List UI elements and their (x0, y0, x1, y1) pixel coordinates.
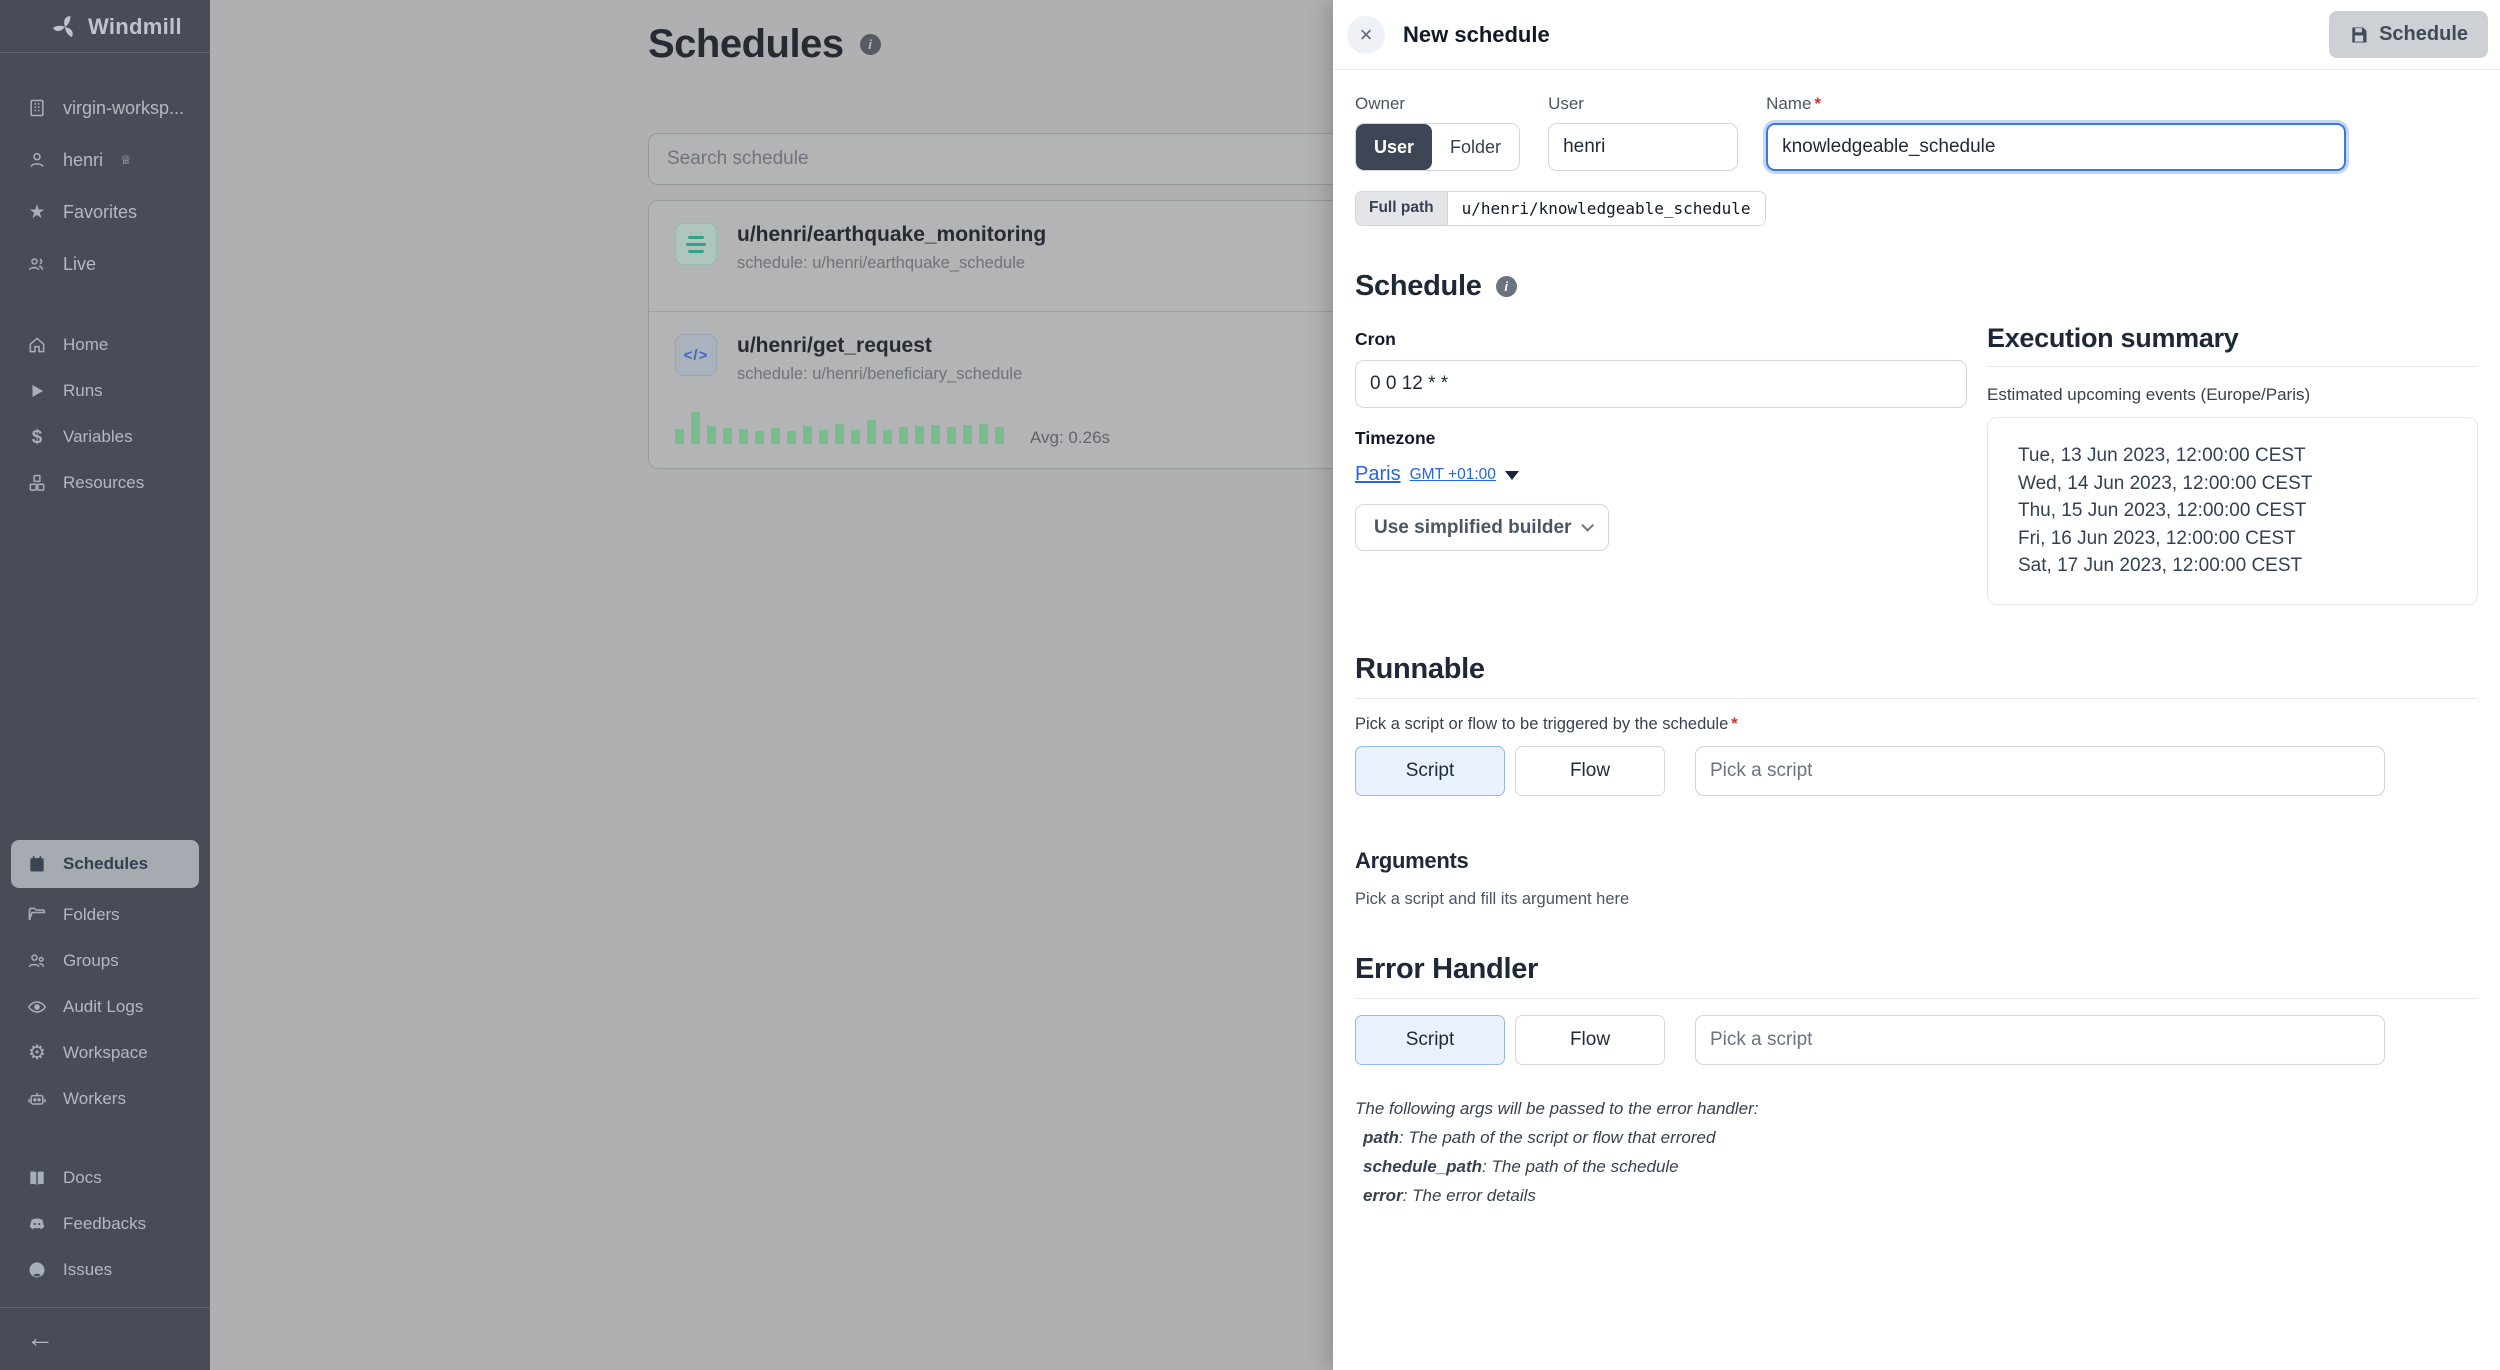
error-handler-heading: Error Handler (1355, 952, 1539, 985)
sidebar-item-workspace[interactable] (0, 1030, 210, 1076)
run-bar (803, 426, 812, 444)
runs-chart (675, 410, 1004, 444)
timezone-offset: GMT +01:00 (1409, 465, 1496, 483)
user-field (1548, 94, 1738, 171)
divider (1355, 998, 2478, 999)
dollar-icon: $ (31, 426, 43, 448)
info-icon[interactable]: i (860, 34, 881, 55)
close-icon[interactable]: × (1347, 16, 1385, 54)
owner-folder-option[interactable]: Folder (1432, 124, 1519, 170)
sidebar-item-workspace-switcher[interactable] (0, 82, 210, 134)
app-name: Windmill (88, 14, 182, 39)
arguments-heading: Arguments (1355, 847, 1469, 873)
floppy-icon (2349, 25, 2369, 45)
collapse-sidebar-button[interactable]: ← (26, 1322, 54, 1353)
schedule-section-heading: Schedule i (1355, 270, 2478, 303)
sidebar-footer-group (0, 1155, 210, 1293)
run-bar (723, 428, 732, 444)
discord-icon (26, 1214, 48, 1234)
book-icon (26, 1168, 48, 1188)
sidebar-item-label: Schedules (63, 854, 149, 873)
windmill-logo[interactable] (0, 0, 210, 52)
sidebar-item-label: Home (63, 335, 109, 354)
run-bar (675, 429, 684, 444)
run-bar (707, 426, 716, 444)
sidebar-item-live[interactable] (0, 238, 210, 290)
gear-icon: ⚙ (28, 1042, 46, 1064)
sidebar-item-resources[interactable] (0, 460, 210, 506)
runnable-script-picker[interactable] (1695, 746, 2385, 796)
cron-column (1355, 309, 1975, 605)
users-icon (26, 254, 48, 274)
avg-duration-label: Avg: 0.26s (1030, 428, 1111, 447)
crown-icon: ♕ (120, 152, 132, 167)
run-bar (739, 429, 748, 444)
required-asterisk: * (1814, 94, 1822, 113)
sidebar-item-groups[interactable] (0, 938, 210, 984)
error-handler-note: The following args will be passed to the error handler: (1355, 1098, 1759, 1118)
timezone-selector[interactable] (1355, 463, 1519, 486)
run-bar (883, 430, 892, 444)
sidebar-item-docs[interactable] (0, 1155, 210, 1201)
windmill-pinwheel-icon (52, 14, 78, 40)
calendar-icon (26, 854, 48, 874)
run-bar (899, 427, 908, 444)
folder-icon (26, 905, 48, 925)
flow-icon (675, 223, 717, 265)
full-path-badge: Full path (1356, 192, 1448, 225)
event-line: Tue, 13 Jun 2023, 12:00:00 CEST (2018, 445, 2306, 466)
new-schedule-drawer (1333, 0, 2500, 1370)
run-bar (931, 425, 940, 444)
sidebar-bottom (0, 1307, 210, 1370)
sidebar-item-home[interactable] (0, 322, 210, 368)
full-path-value: u/henri/knowledgeable_schedule (1448, 192, 1765, 225)
cron-input[interactable] (1355, 360, 1967, 408)
building-icon (26, 98, 48, 118)
group-icon (26, 951, 48, 971)
owner-toggle (1355, 123, 1520, 171)
full-path (1355, 191, 1766, 226)
execution-summary (1987, 323, 2478, 605)
run-bar (691, 412, 700, 444)
chevron-down-icon (1582, 519, 1595, 532)
error-handler-arg: schedule_path: The path of the schedule (1363, 1156, 1679, 1176)
sidebar-item-label: Folders (63, 905, 120, 924)
user-icon (26, 150, 48, 170)
run-bar (947, 427, 956, 444)
sidebar-item-folders[interactable] (0, 892, 210, 938)
event-line: Thu, 15 Jun 2023, 12:00:00 CEST (2018, 500, 2307, 521)
schedule-subtitle: schedule: u/henri/beneficiary_schedule (737, 365, 1023, 383)
sidebar-item-label: Groups (63, 951, 119, 970)
github-icon (26, 1260, 48, 1280)
chevron-down-icon (1505, 471, 1519, 480)
timezone-city: Paris (1355, 463, 1401, 485)
schedule-subtitle: schedule: u/henri/earthquake_schedule (737, 254, 1026, 272)
run-bar (979, 424, 988, 444)
event-line: Sat, 17 Jun 2023, 12:00:00 CEST (2018, 555, 2303, 576)
sidebar-item-label: Workspace (63, 1043, 148, 1062)
error-handler-arg: error: The error details (1363, 1185, 1536, 1205)
sidebar-item-issues[interactable] (0, 1247, 210, 1293)
save-button-label: Schedule (2379, 23, 2468, 45)
page-title: Schedules (648, 22, 844, 66)
sidebar-item-label: Issues (63, 1260, 113, 1279)
schedule-path: u/henri/earthquake_monitoring (737, 223, 1047, 246)
upcoming-events-box (1987, 417, 2478, 605)
username: henri (63, 149, 104, 170)
play-icon (26, 382, 48, 400)
timezone-label: Timezone (1355, 428, 1436, 448)
sidebar-workspace-group (0, 82, 210, 290)
owner-field (1355, 94, 1520, 171)
divider (1355, 698, 2478, 699)
run-bar (915, 426, 924, 444)
save-schedule-button[interactable] (2329, 11, 2488, 58)
event-line: Fri, 16 Jun 2023, 12:00:00 CEST (2018, 527, 2296, 549)
sidebar-divider (0, 52, 210, 53)
name-field (1766, 94, 2346, 171)
required-asterisk: * (1731, 714, 1738, 733)
sidebar-item-variables[interactable] (0, 414, 210, 460)
run-bar (755, 431, 764, 444)
sidebar-item-audit-logs[interactable] (0, 984, 210, 1030)
run-bar (835, 424, 844, 444)
owner-user-option[interactable]: User (1356, 124, 1432, 170)
sidebar-item-label: Runs (63, 381, 103, 400)
run-bar (851, 430, 860, 444)
arguments-hint: Pick a script and fill its argument here (1355, 889, 1630, 908)
error-handler-script-picker[interactable] (1695, 1015, 2385, 1065)
run-bar (963, 425, 972, 444)
eye-icon (26, 997, 48, 1017)
boxes-icon (26, 473, 48, 493)
run-bar (819, 430, 828, 444)
sidebar-item-label: Audit Logs (63, 997, 144, 1016)
runnable-hint: Pick a script or flow to be triggered by the schedule * (1355, 714, 1738, 733)
simplified-builder-button[interactable] (1355, 504, 1609, 551)
sidebar-manage-group (0, 840, 210, 1122)
sidebar-item-workers[interactable] (0, 1076, 210, 1122)
sidebar-nav-group (0, 322, 210, 506)
schedule-name-input[interactable] (1766, 123, 2346, 171)
sidebar-item-label: Variables (63, 427, 133, 446)
error-handler-script-button[interactable]: Script (1355, 1015, 1505, 1065)
sidebar-item-label: Resources (63, 473, 145, 492)
sidebar-item-label: Workers (63, 1089, 126, 1108)
robot-icon (26, 1089, 48, 1109)
info-icon[interactable]: i (1496, 276, 1517, 297)
sidebar-item-label: Feedbacks (63, 1214, 147, 1233)
sidebar-item-favorites[interactable] (0, 186, 210, 238)
user-input[interactable] (1548, 123, 1738, 171)
run-bar (787, 431, 796, 444)
execution-summary-heading: Execution summary (1987, 323, 2239, 353)
drawer-title: New schedule (1403, 21, 1550, 47)
star-icon: ★ (28, 201, 46, 223)
builder-button-label: Use simplified builder (1374, 516, 1572, 538)
divider (1987, 366, 2478, 367)
name-label: Name * (1766, 94, 1822, 113)
code-icon: </> (675, 334, 717, 376)
sidebar-item-schedules[interactable] (11, 840, 199, 888)
error-handler-flow-button[interactable]: Flow (1515, 1015, 1665, 1065)
workspace-name: virgin-worksp... (63, 97, 185, 118)
event-line: Wed, 14 Jun 2023, 12:00:00 CEST (2018, 472, 2313, 494)
run-bar (771, 428, 780, 444)
sidebar-item-feedbacks[interactable] (0, 1201, 210, 1247)
runnable-flow-button[interactable]: Flow (1515, 746, 1665, 796)
user-label: User (1548, 94, 1584, 113)
drawer-header (1333, 0, 2500, 70)
runnable-script-button[interactable]: Script (1355, 746, 1505, 796)
runnable-heading: Runnable (1355, 652, 1485, 685)
sidebar (0, 0, 210, 1370)
error-handler-arg: path: The path of the script or flow that errored (1363, 1127, 1716, 1147)
sidebar-item-runs[interactable] (0, 368, 210, 414)
sidebar-item-label: Live (63, 253, 97, 274)
owner-label: Owner (1355, 94, 1406, 113)
schedule-path: u/henri/get_request (737, 334, 932, 357)
run-bar (995, 427, 1004, 444)
home-icon (26, 335, 48, 355)
sidebar-item-user[interactable] (0, 134, 210, 186)
sidebar-item-label: Docs (63, 1168, 102, 1187)
sidebar-item-label: Favorites (63, 201, 138, 222)
execution-summary-subtitle: Estimated upcoming events (Europe/Paris) (1987, 385, 2311, 404)
run-bar (867, 420, 876, 444)
cron-label: Cron (1355, 329, 1396, 349)
